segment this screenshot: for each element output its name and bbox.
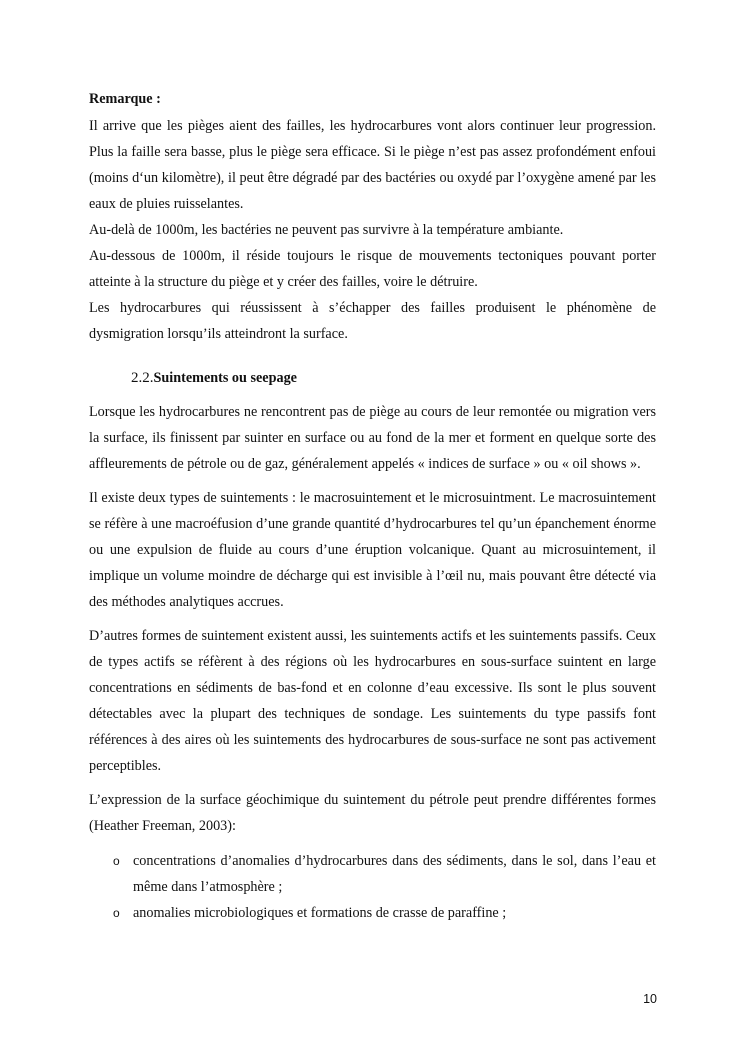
paragraph: D’autres formes de suintement existent aussi, les suintements actifs et les suintements passifs. Ceux de types actifs se réfèrent à des régions où les hydrocarbures en sous-surface suintent en large concentrations en sédiments de bas-fond et en colonne d’eau excessive. Ils sont le plus souvent détectables avec la plupart des techniques de sondage. Les suintements du type passifs font références à des aires où les suintements des hydrocarbures de sous-surface ne sont pas activement perceptibles. (89, 628, 656, 774)
page-number: 10 (643, 992, 657, 1006)
list-item-text: anomalies microbiologiques et formations de crasse de paraffine ; (133, 905, 507, 921)
page-content (89, 89, 656, 926)
list-item (89, 900, 656, 926)
remark-heading: Remarque : (89, 91, 161, 107)
list-item-text: concentrations d’anomalies d’hydrocarbures dans des sédiments, dans le sol, dans l’eau et même dans l’atmosphère ; (133, 853, 656, 895)
list-item (89, 848, 656, 900)
paragraph: Lorsque les hydrocarbures ne rencontrent pas de piège au cours de leur remontée ou migration vers la surface, ils finissent par suinter en surface ou au fond de la mer et forment en quelque sorte des affleurements de pétrole ou de gaz, généralement appelés « indices de surface » ou « oil shows ». (89, 404, 656, 472)
remark-line: Au-delà de 1000m, les bactéries ne peuvent pas survivre à la température ambiante. (89, 222, 564, 238)
bullet-marker: o (113, 854, 120, 868)
paragraph: L’expression de la surface géochimique du suintement du pétrole peut prendre différentes formes (Heather Freeman, 2003): (89, 792, 656, 834)
section-title: Suintements ou seepage (153, 370, 297, 386)
remark-line: Les hydrocarbures qui réussissent à s’échapper des failles produisent le phénomène de dysmigration lorsqu’ils atteindront la surface. (89, 300, 656, 342)
paragraph: Il existe deux types de suintements : le macrosuintement et le microsuintment. Le macrosuintement se réfère à une macroéfusion d’une grande quantité d’hydrocarbures tel qu’un épanchement énorme ou une expulsion de fluide au cours d’une éruption volcanique. Quant au microsuintement, il implique un volume moindre de décharge qui est invisible à l’œil nu, mais pouvant être détecté via des méthodes analytiques accrues. (89, 490, 656, 610)
section-heading (89, 367, 656, 389)
remark-line: Au-dessous de 1000m, il réside toujours le risque de mouvements tectoniques pouvant porter atteinte à la structure du piège et y créer des failles, voire le détruire. (89, 248, 656, 290)
bullet-marker: o (113, 906, 120, 920)
remark-line: Il arrive que les pièges aient des failles, les hydrocarbures vont alors continuer leur progression. Plus la faille sera basse, plus le piège sera efficace. Si le piège n’est pas assez profondément enfoui (moins d‘un kilomètre), il peut être dégradé par des bactéries ou oxydé par l’oxygène amené par les eaux de pluies ruisselantes. (89, 118, 656, 212)
remark-text (89, 113, 656, 347)
bullet-list (89, 848, 656, 926)
section-number: 2.2. (131, 370, 154, 386)
